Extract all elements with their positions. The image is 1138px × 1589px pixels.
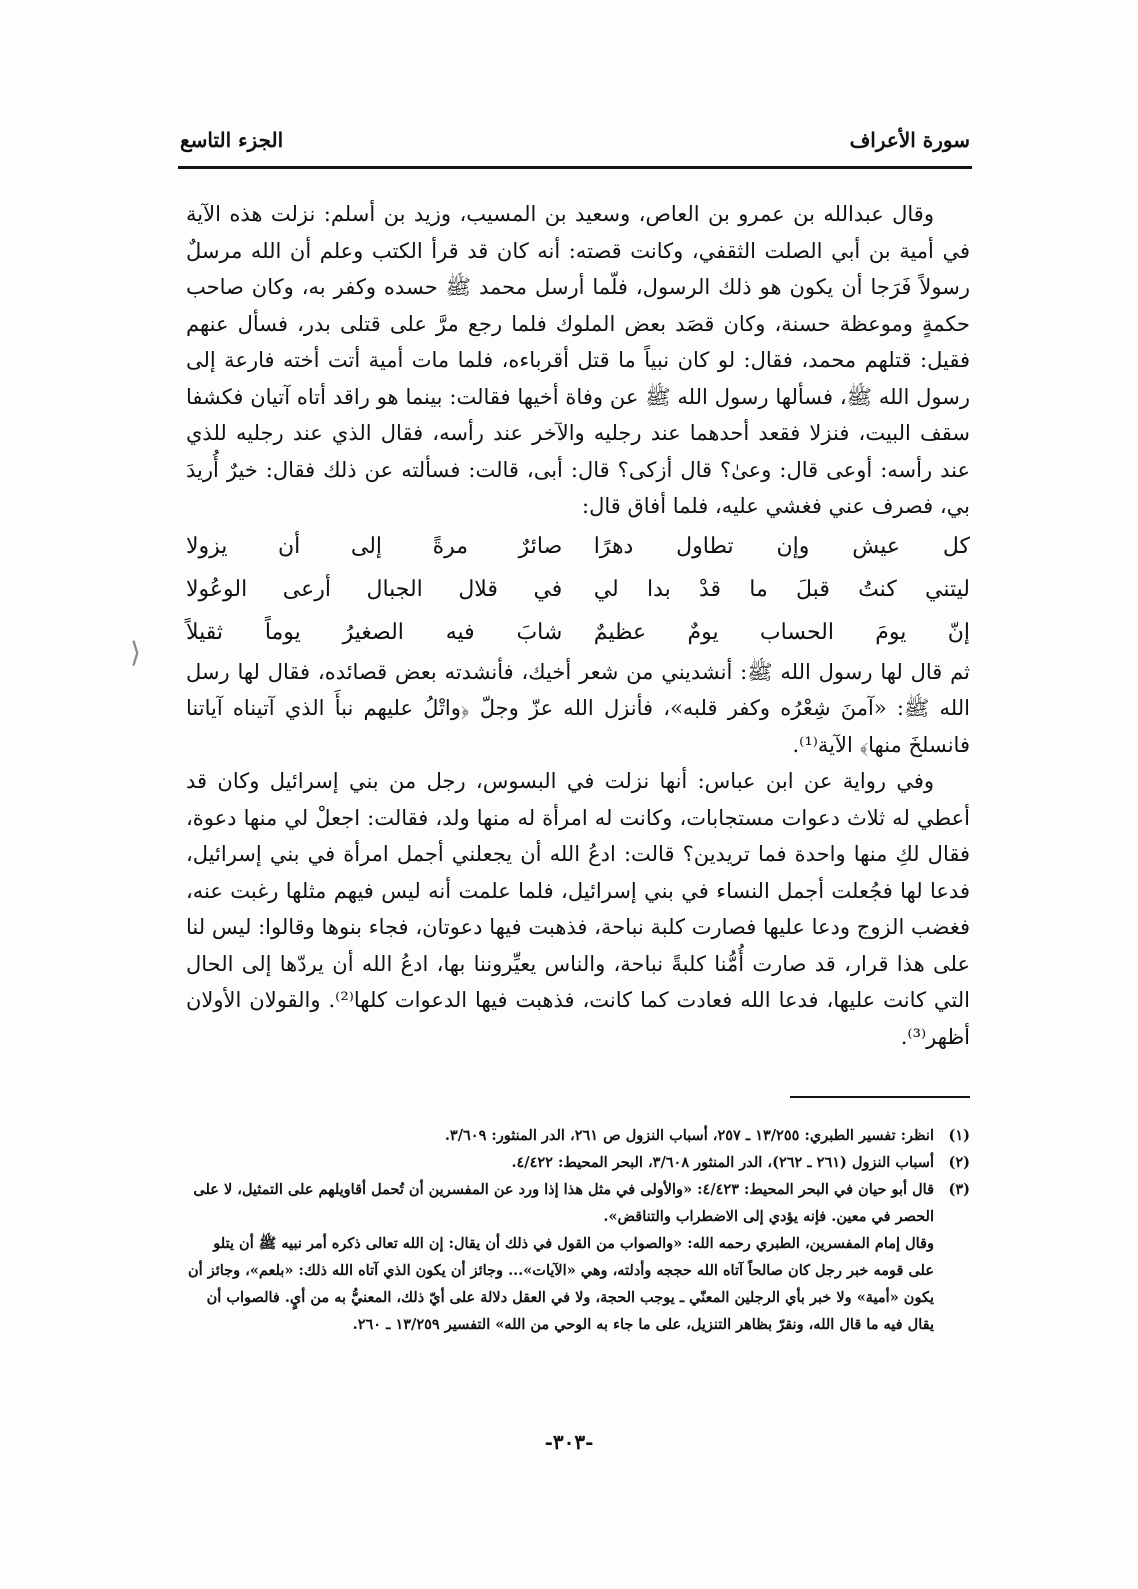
footnote-1 [186, 1122, 970, 1149]
footnote-text: قال أبو حيان في البحر المحيط: ٤/٤٢٣: «والأولى في مثل هذا إذا ورد عن المفسرين أن تُحمل أقاويلهم على التمثيل، لا على الحصر في معين. فإنه يؤدي إلى الاضطراب والتناقض». [193, 1181, 934, 1225]
scan-mark: ⟨ [130, 636, 141, 669]
running-header [180, 128, 970, 152]
footnote-text: أسباب النزول (٢٦١ ـ ٢٦٢)، الدر المنثور ٣/٦٠٨، البحر المحيط: ٤/٤٢٢. [511, 1154, 934, 1171]
verse-second-hemistich: شابَ فيه الصغيرُ يوماً ثقيلاً [186, 619, 563, 645]
main-text [186, 196, 970, 1055]
verse-first-hemistich: إنّ يومَ الحساب يومٌ عظيمٌ [593, 619, 970, 645]
verse-line [186, 525, 970, 568]
verse-line [186, 568, 970, 611]
verse-second-hemistich: في قلال الجبال أرعى الوعُولا [186, 576, 563, 602]
footnote-number: (٢) [948, 1154, 970, 1171]
surah-title: سورة الأعراف [849, 128, 970, 152]
footnote-number: (٣) [948, 1181, 970, 1198]
footnote-2 [186, 1149, 970, 1176]
footnotes [186, 1122, 970, 1338]
verse-first-hemistich: ليتني كنتُ قبلَ ما قدْ بدا لي [593, 576, 970, 602]
header-rule [178, 166, 972, 169]
verse-second-hemistich: صائرٌ مرةً إلى أن يزولا [186, 533, 563, 559]
paragraph-3: وفي رواية عن ابن عباس: أنها نزلت في البسوس، رجل من بني إسرائيل وكان قد أعطي له ثلاث دعوات مستجابات، وكانت له امرأة له منها ولد، فقالت: اجعلْ لي منها دعوة، فقال لكِ منها واحدة فما تريدين؟ قالت: ادعُ الله أن يجعلني أجمل امرأة في بني إسرائيل، فدعا لها فجُعلت أجمل النساء في بني إسرائيل، فلما علمت أنه ليس فيهم مثلها رغبت عنه، فغضب الزوج ودعا عليها فصارت كلبة نباحة، فذهبت فيها دعوتان، فجاء بنوها وقالوا: ليس لنا على هذا قرار، قد صارت أُمُّنا كلبةً نباحة، والناس يعيِّروننا بها، ادعُ الله أن يردّها إلى الحال التي كانت عليها، فدعا الله فعادت كما كانت، فذهبت فيها الدعوات كلها⁽²⁾. والقولان الأولان أظهر⁽³⁾. [186, 769, 971, 1049]
paragraph-2: ثم قال لها رسول الله ﷺ: أنشديني من شعر أخيك، فأنشدته بعض قصائده، فقال لها رسل الله ﷺ: «آمنَ شِعْرُه وكفر قلبه»، فأنزل الله عزّ وجلّ ﴿واتْلُ عليهم نبأَ الذي آتيناه آياتنا فانسلخَ منها﴾ الآية⁽¹⁾. [186, 659, 970, 757]
part-title: الجزء التاسع [180, 128, 284, 152]
verse-line [186, 611, 970, 654]
footnote-3-continuation: وقال إمام المفسرين، الطبري رحمه الله: «والصواب من القول في ذلك أن يقال: إن الله تعالى ذكره أمر نبيه ﷺ أن يتلو على قومه خبر رجل كان صالحاً آتاه الله حججه وأدلته، وهي «الآيات»... وجائز أن يكون الذي آتاه الله ذلك: «بلعم»، وجائز أن يكون «أمية» ولا خبر بأي الرجلين المعنّي ـ يوجب الحجة، ولا في العقل دلالة على أيّ ذلك، المعنيُّ به من أيٍ. فالصواب أن يقال فيه ما قال الله، ونقرّ بظاهر التنزيل، على ما جاء به الوحي من الله» التفسير ١٣/٢٥٩ ـ ٢٦٠. [187, 1235, 934, 1333]
footnote-3 [186, 1176, 970, 1230]
footnote-separator [790, 1096, 970, 1098]
paragraph-1: وقال عبدالله بن عمرو بن العاص، وسعيد بن المسيب، وزيد بن أسلم: نزلت هذه الآية في أمية بن أبي الصلت الثقفي، وكانت قصته: أنه كان قد قرأ الكتب وعلم أن الله مرسلٌ رسولاً فَرَجا أن يكون هو ذلك الرسول، فلّما أرسل محمد ﷺ حسده وكفر به، وكان صاحب حكمةٍ وموعظة حسنة، وكان قصَد بعض الملوك فلما رجع مرَّ على قتلى بدر، فسأل عنهم فقيل: قتلهم محمد، فقال: لو كان نبياً ما قتل أقرباءه، فلما مات أمية أتت أخته فارعة إلى رسول الله ﷺ، فسألها رسول الله ﷺ عن وفاة أخيها فقالت: بينما هو راقد أتاه آتيان فكشفا سقف البيت، فنزلا فقعد أحدهما عند رجليه والآخر عند رأسه، فقال الذي عند رجليه للذي عند رأسه: أوعى قال: وعىٰ؟ قال أزكى؟ قال: أبى، قالت: فسألته عن ذلك فقال: خيرٌ أُريدَ بي، فصرف عني فغشي عليه، فلما أفاق قال: [186, 202, 971, 518]
footnote-text: انظر: تفسير الطبري: ١٣/٢٥٥ ـ ٢٥٧، أسباب النزول ص ٢٦١، الدر المنثور: ٣/٦٠٩. [444, 1127, 934, 1144]
page-number: -٣٠٣- [544, 1430, 594, 1454]
poem-verses [186, 525, 970, 654]
verse-first-hemistich: كل عيش وإن تطاول دهرًا [593, 533, 970, 559]
footnote-number: (١) [948, 1127, 970, 1144]
